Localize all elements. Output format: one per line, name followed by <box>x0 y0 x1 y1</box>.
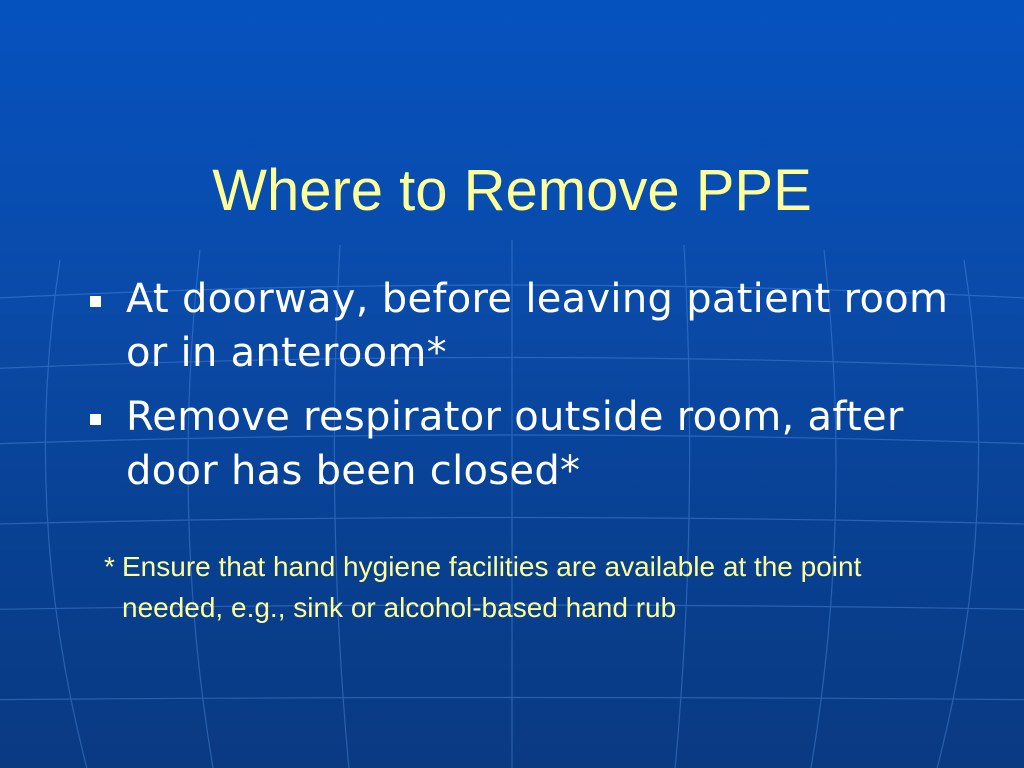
bullet-list <box>88 272 968 508</box>
footnote <box>104 546 904 628</box>
square-bullet-icon <box>90 414 101 425</box>
footnote-text: Ensure that hand hygiene facilities are available at the point needed, e.g., sink or alcohol-based hand rub <box>122 551 862 623</box>
bullet-item <box>88 272 968 380</box>
footnote-marker: * <box>104 551 115 582</box>
bullet-text: Remove respirator outside room, after door has been closed* <box>126 394 904 494</box>
bullet-item <box>88 390 968 498</box>
square-bullet-icon <box>90 296 101 307</box>
bullet-text: At doorway, before leaving patient room or in anteroom* <box>126 276 949 376</box>
slide-title: Where to Remove PPE <box>212 158 812 223</box>
